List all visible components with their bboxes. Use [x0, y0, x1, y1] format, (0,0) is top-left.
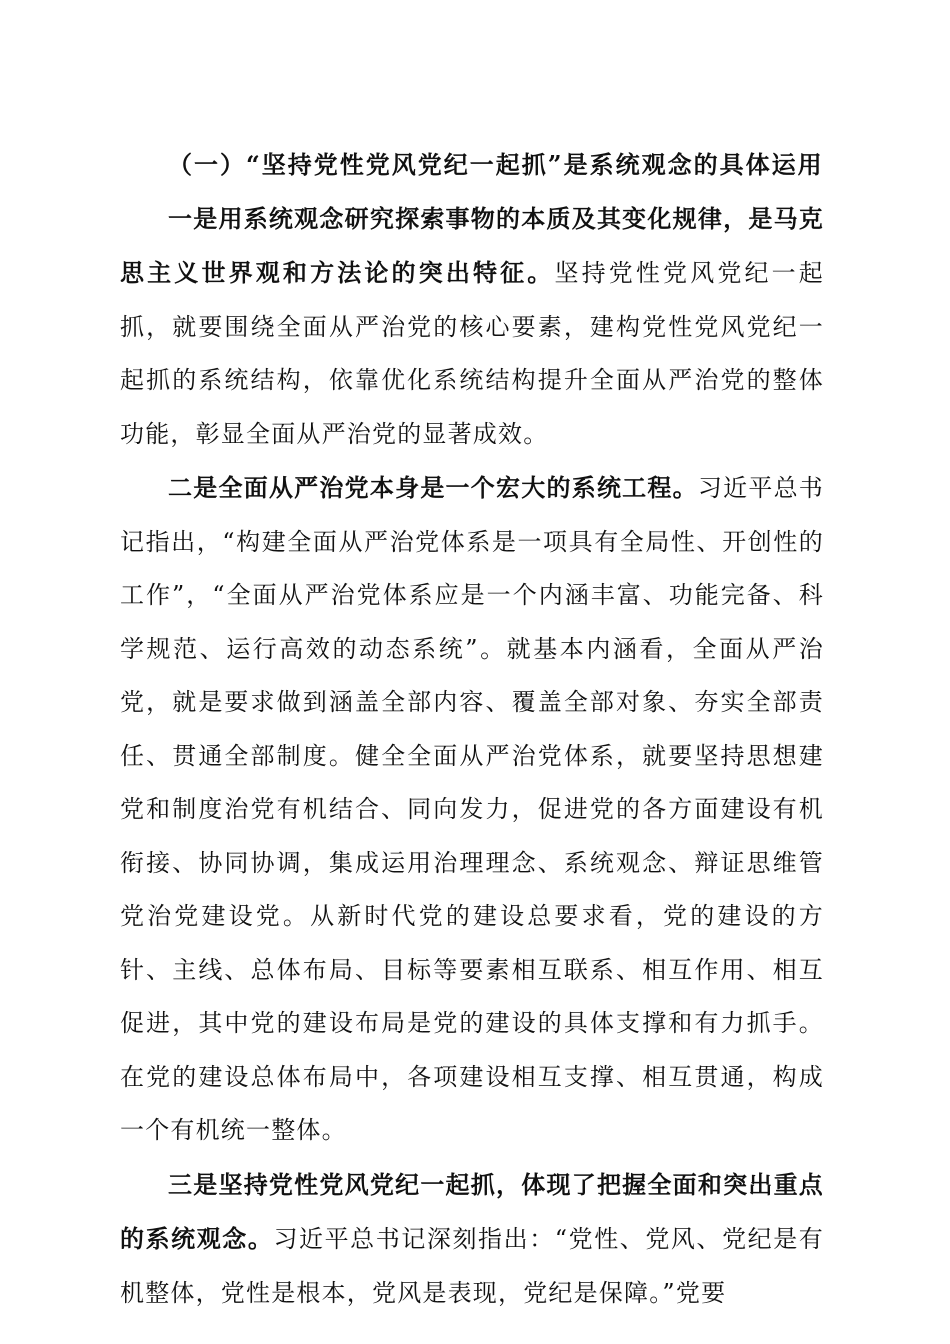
paragraph-1-lead: 一是用系统观念研究探索事物的本质及其变化规律，是马克思主义世界观和方法论的突出特征。	[120, 203, 824, 287]
paragraph-1	[120, 192, 824, 462]
paragraph-3	[120, 1158, 824, 1321]
paragraph-1-body: 坚持党性党风党纪一起抓，就要围绕全面从严治党的核心要素，建构党性党风党纪一起抓的系统结构，依靠优化系统结构提升全面从严治党的整体功能，彰显全面从严治党的显著成效。	[120, 259, 825, 448]
paragraph-2-lead: 二是全面从严治党本身是一个宏大的系统工程。	[168, 473, 698, 502]
paragraph-2-body: 习近平总书记指出，“构建全面从严治党体系是一项具有全局性、开创性的工作”，“全面从严治党体系应是一个内涵丰富、功能完备、科学规范、运行高效的动态系统”。就基本内涵看，全面从严治党，就是要求做到涵盖全部内容、覆盖全部对象、夯实全部责任、贯通全部制度。健全全面从严治党体系，就要坚持思想建党和制度治党有机结合、同向发力，促进党的各方面建设有机衔接、协同协调，集成运用治理理念、系统观念、辩证思维管党治党建设党。从新时代党的建设总要求看，党的建设的方针、主线、总体布局、目标等要素相互联系、相互作用、相互促进，其中党的建设布局是党的建设的具体支撑和有力抓手。在党的建设总体布局中，各项建设相互支撑、相互贯通，构成一个有机统一整体。	[120, 474, 825, 1144]
paragraph-2	[120, 461, 824, 1158]
paragraph-3-lead: 三是坚持党性党风党纪一起抓，体现了把握全面和突出重点的系统观念。	[120, 1169, 824, 1253]
document-body	[120, 138, 824, 1320]
section-heading: （一）“坚持党性党风党纪一起抓”是系统观念的具体运用	[168, 150, 824, 179]
paragraph-3-body: 习近平总书记深刻指出：“党性、党风、党纪是有机整体，党性是根本，党风是表现，党纪是保障。”党要	[120, 1225, 824, 1307]
